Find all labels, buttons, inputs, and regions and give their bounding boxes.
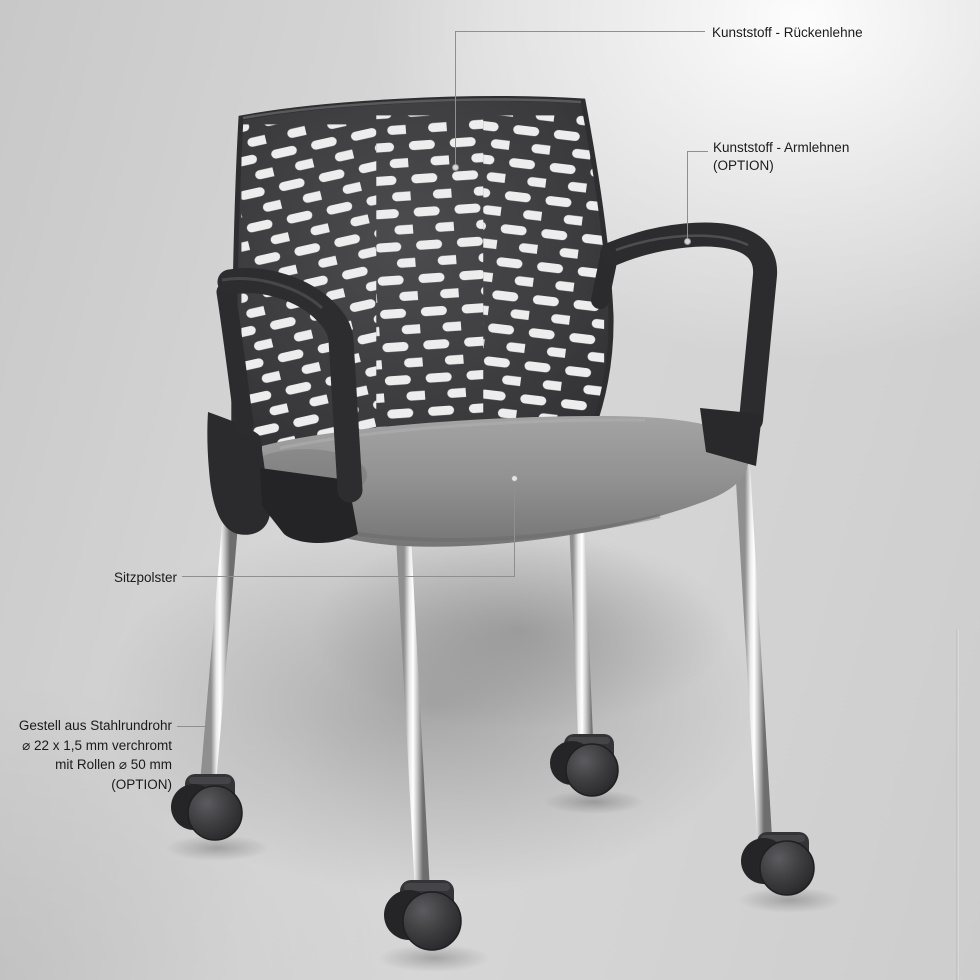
callout-label-seat: Sitzpolster: [113, 570, 177, 585]
callout-line-seat-v: [514, 478, 515, 577]
callout-label-armrest: [713, 139, 849, 175]
callout-line-backrest-h: [455, 31, 705, 32]
callout-label-armrest-line1: Kunststoff - Armlehnen: [713, 140, 850, 155]
callout-line-frame-h: [177, 726, 207, 727]
callout-dot-seat: [511, 475, 518, 482]
callout-label-backrest: Kunststoff - Rückenlehne: [712, 25, 863, 40]
callout-label-frame-line1: Gestell aus Stahlrundrohr: [18, 718, 172, 733]
callout-line-seat-h: [182, 576, 515, 577]
caster-front-right: [741, 832, 814, 895]
callout-line-backrest-v: [455, 31, 456, 167]
callout-label-frame: [19, 716, 172, 794]
callout-line-armrest-h: [687, 151, 708, 152]
callout-label-armrest-line2: (OPTION): [713, 158, 774, 173]
callout-dot-backrest: [452, 164, 459, 171]
callout-label-frame-line3: mit Rollen ⌀ 50 mm: [55, 757, 172, 772]
callout-line-armrest-v: [687, 151, 688, 241]
callout-dot-armrest: [684, 238, 691, 245]
callout-label-frame-line2: ⌀ 22 x 1,5 mm verchromt: [22, 737, 172, 753]
callout-label-frame-line4: (OPTION): [111, 776, 172, 792]
leg-back-right: [576, 507, 586, 751]
backdrop-edge: [956, 630, 959, 980]
